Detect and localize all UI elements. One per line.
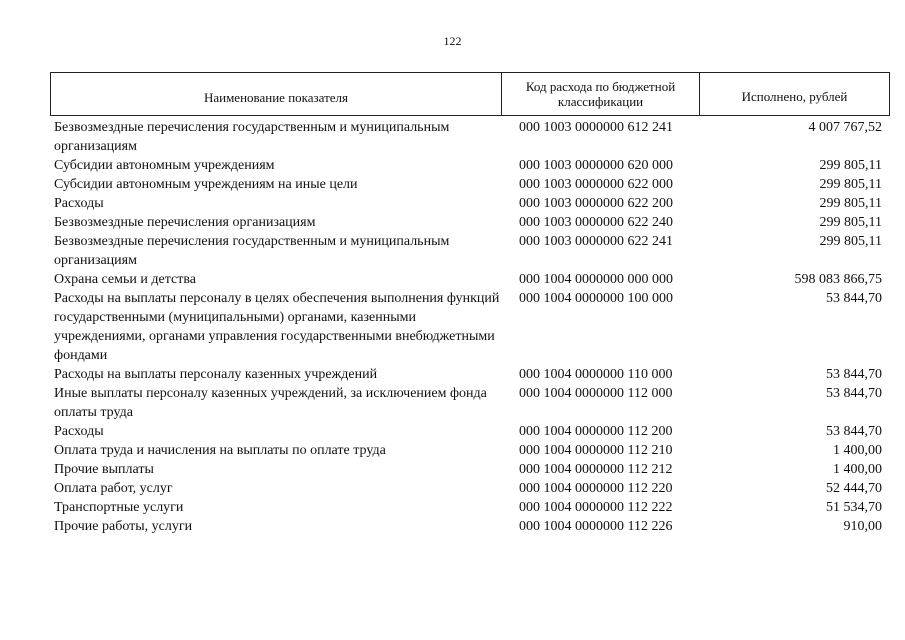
table-row [50,479,890,498]
row-executed: 51 534,70 [826,500,882,515]
row-executed: 52 444,70 [826,481,882,496]
row-name: Транспортные услуги [54,500,184,515]
row-name: Оплата труда и начисления на выплаты по оплате труда [54,443,386,458]
row-executed: 299 805,11 [819,158,882,173]
row-executed: 299 805,11 [819,177,882,192]
row-code: 000 1004 0000000 112 226 [519,519,673,534]
row-name: Безвозмездные перечисления организациям [54,215,316,230]
row-name: Безвозмездные перечисления государственным и муниципальным организациям [54,234,450,268]
table-header [50,72,890,116]
row-code: 000 1004 0000000 100 000 [519,291,673,306]
expenditure-table [50,72,890,536]
header-code: Код расхода по бюджетной классификации [502,73,700,115]
table-row [50,384,890,422]
row-name: Расходы на выплаты персоналу казенных учреждений [54,367,378,382]
table-row [50,194,890,213]
row-code: 000 1003 0000000 622 240 [519,215,673,230]
row-name: Прочие выплаты [54,462,154,477]
row-executed: 1 400,00 [833,443,882,458]
row-executed: 299 805,11 [819,215,882,230]
table-body [50,118,890,536]
header-name: Наименование показателя [51,73,502,115]
row-name: Расходы на выплаты персоналу в целях обеспечения выполнения функций государственными (муниципальными) органами, казенными учреждениями, органами управления государственными внебюджетными фондами [54,291,500,363]
table-row [50,517,890,536]
row-code: 000 1004 0000000 112 222 [519,500,673,515]
row-code: 000 1003 0000000 622 241 [519,234,673,249]
row-executed: 1 400,00 [833,462,882,477]
row-code: 000 1003 0000000 622 200 [519,196,673,211]
row-executed: 53 844,70 [826,367,882,382]
row-code: 000 1004 0000000 000 000 [519,272,673,287]
row-code: 000 1004 0000000 112 220 [519,481,673,496]
row-name: Безвозмездные перечисления государственным и муниципальным организациям [54,120,450,154]
row-name: Оплата работ, услуг [54,481,173,496]
page-number: 122 [443,34,462,48]
table-row [50,422,890,441]
row-executed: 4 007 767,52 [808,120,882,135]
row-name: Расходы [54,424,104,439]
row-executed: 299 805,11 [819,196,882,211]
header-executed: Исполнено, рублей [741,88,848,104]
row-name: Прочие работы, услуги [54,519,193,534]
row-name: Расходы [54,196,104,211]
row-name: Субсидии автономным учреждениям на иные цели [54,177,358,192]
row-code: 000 1004 0000000 112 210 [519,443,673,458]
row-executed: 53 844,70 [826,386,882,401]
row-name: Охрана семьи и детства [54,272,196,287]
row-code: 000 1004 0000000 112 200 [519,424,673,439]
table-row [50,441,890,460]
row-executed: 299 805,11 [819,234,882,249]
row-executed: 598 083 866,75 [794,272,882,287]
table-row [50,175,890,194]
row-code: 000 1003 0000000 622 000 [519,177,673,192]
table-row [50,156,890,175]
table-row [50,118,890,156]
table-row [50,460,890,479]
table-row [50,232,890,270]
row-code: 000 1004 0000000 110 000 [519,367,673,382]
row-code: 000 1004 0000000 112 000 [519,386,673,401]
table-row [50,289,890,365]
row-code: 000 1003 0000000 612 241 [519,120,673,135]
row-executed: 53 844,70 [826,424,882,439]
table-row [50,270,890,289]
row-code: 000 1003 0000000 620 000 [519,158,673,173]
table-row [50,365,890,384]
row-executed: 53 844,70 [826,291,882,306]
row-name: Субсидии автономным учреждениям [54,158,275,173]
table-row [50,213,890,232]
row-name: Иные выплаты персоналу казенных учреждений, за исключением фонда оплаты труда [54,386,487,420]
row-code: 000 1004 0000000 112 212 [519,462,673,477]
row-executed: 910,00 [843,519,882,534]
table-row [50,498,890,517]
